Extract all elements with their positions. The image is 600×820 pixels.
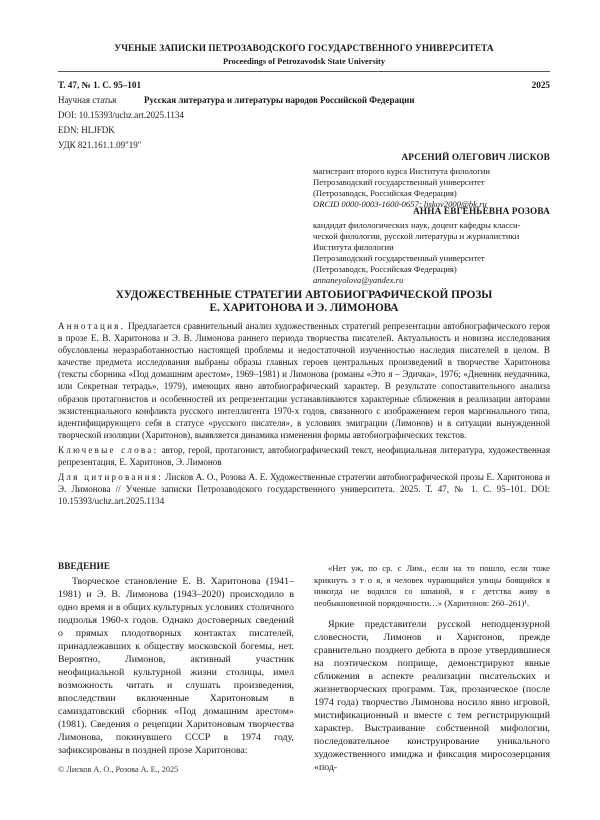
block-quote: «Нет уж, по ср. с Лим., если на то пошло, если тоже крикнуть э т о я, я человек чурающийся улицы боящийся я никогда не водился со шпаной, я с детства живу в необыкновенной порядочности…» (Харитонов: 260–261)¹. xyxy=(314,563,550,608)
author-affiliation-line: (Петрозаводск, Российская Федерация) xyxy=(313,188,457,198)
author-affiliation-line: (Петрозаводск, Российская Федерация) xyxy=(313,264,457,274)
doi-line[interactable]: DOI: 10.15393/uchz.art.2025.1134 xyxy=(58,110,184,120)
keywords-paragraph xyxy=(58,444,550,468)
author-affiliation-line: ческой филологии, русской литературы и журналистики xyxy=(313,231,520,241)
journal-subtitle: Proceedings of Petrozavodsk State University xyxy=(222,57,386,66)
keywords-text: автор, герой, протагонист, автобиографический текст, неофициальная литература, художественная репрезентация, Е. Харитонов, Э. Лимонов xyxy=(58,444,551,468)
edn-line: EDN: HLJFDK xyxy=(58,125,115,135)
author-block-rozova xyxy=(313,206,550,286)
author-contact[interactable]: ORCID 0000-0003-1600-0657; liskov2000@bk.ru xyxy=(313,199,487,209)
body-paragraph: Яркие представители русской неподцензурной словесности, Лимонов и Харитонов, прежде сравнительно позднего дебюта в прозе утвердившиеся на поэтическом поприще, демонстрируют явные сближения в аспекте реализации писательских и жизнетворческих программ. Так, прозаическое (после 1974 года) творчество Лимонова носило явно игровой, мистификационный и вместе с тем регистрирующий характер. Выстраивание собственной мифологии, последовательное конструирование уникального художественного имиджа и фиксация миросозерцания «под- xyxy=(314,619,550,773)
abstract-paragraph xyxy=(58,320,550,441)
author-affiliation-line: Петрозаводский государственный университет xyxy=(313,177,485,187)
author-name: АННА ЕВГЕНЬЕВНА РОЗОВА xyxy=(413,206,550,216)
author-block-liskov xyxy=(313,152,550,210)
article-rubric: Русская литература и литературы народов Российской Федерации xyxy=(144,95,415,105)
body-column-left xyxy=(58,560,294,776)
journal-title: УЧЕНЫЕ ЗАПИСКИ ПЕТРОЗАВОДСКОГО ГОСУДАРСТВЕННОГО УНИВЕРСИТЕТА xyxy=(114,43,494,53)
citation-paragraph xyxy=(58,471,550,507)
section-heading: ВВЕДЕНИЕ xyxy=(58,561,111,571)
author-affiliation-line: кандидат филологических наук, доцент кафедры класси- xyxy=(313,220,521,230)
article-title-line: ХУДОЖЕСТВЕННЫЕ СТРАТЕГИИ АВТОБИОГРАФИЧЕСКОЙ ПРОЗЫ xyxy=(115,289,493,301)
abstract-section xyxy=(58,320,550,510)
author-affiliation-line: Петрозаводский государственный университет xyxy=(313,253,485,263)
body-column-right xyxy=(314,560,550,774)
article-title-line: Е. ХАРИТОНОВА И Э. ЛИМОНОВА xyxy=(209,302,399,314)
author-affiliation-line: Института филологии xyxy=(313,242,394,252)
abstract-label: Аннотация. xyxy=(58,321,126,331)
volume-info: Т. 47, № 1. С. 95–101 xyxy=(58,80,142,90)
abstract-text: Предлагается сравнительный анализ художественных стратегий репрезентации автобиографического героя в прозе Е. В. Харитонова и Э. В. Лимонова раннего периода творчества писателей. Актуальность и новизна исследования обусловлены неразработанностью настоящей проблемы и недостаточной изученностью наследия писателей в целом. В качестве предмета исследования выбраны образы главных героев центральных произведений в творчестве Харитонова (тексты сборника «Под домашним арестом», 1969–1981) и Лимонова (романы «Это я – Эдичка», 1976; «Дневник неудачника, или Секретная тетрадь», 1979), имеющих явно автобиографический характер. В результате сопоставительного анализа образов протагонистов и особенностей их репрезентации устанавливаются характерные сближения в реализации авторами экзистенциального конфликта русского интеллигента 1970-х годов, связанного с изображением героя маргинального типа, идентифицирующего себя в статусе «русского писателя», в условиях эмиграции (Лимонов) и в ситуации вынужденной творческой изоляции (Харитонов), выявляется динамика изменения формы автобиографических текстов. xyxy=(58,321,550,440)
article-title xyxy=(58,289,550,315)
citation-text: Лисков А. О., Розова А. Е. Художественные стратегии автобиографической прозы Е. Харитонова и Э. Лимонова // Ученые записки Петрозаводского государственного университета. 2025. Т. 47, № 1. С. 95–101. DOI: 10.15393/uchz.art.2025.1134 xyxy=(58,472,550,507)
citation-label: Для цитирования: xyxy=(58,472,163,483)
article-classification xyxy=(58,93,415,107)
publication-year: 2025 xyxy=(531,80,550,90)
keywords-label: Ключевые слова: xyxy=(58,444,159,455)
article-type: Научная статья xyxy=(58,95,117,105)
author-affiliation-line: магистрант второго курса Института филологии xyxy=(313,166,490,176)
author-name: АРСЕНИЙ ОЛЕГОВИЧ ЛИСКОВ xyxy=(401,152,550,162)
header-divider xyxy=(58,71,550,72)
author-contact[interactable]: annaneyolova@yandex.ru xyxy=(313,275,404,285)
copyright-notice: © Лисков А. О., Розова А. Е., 2025 xyxy=(58,765,179,774)
udk-line: УДК 821.161.1.09"19" xyxy=(58,140,142,150)
body-paragraph: Творческое становление Е. В. Харитонова (1941–1981) и Э. В. Лимонова (1943–2020) происходило в одно время и в общих культурных условиях столичного подполья 1960-х годов. Однако достоверных сведений о прямых плодотворных контактах писателей, принадлежавших к обществу московской богемы, нет. Вероятно, Лимонов, активный участник неофициальной культурной жизни столицы, имел возможность читать и слушать произведения, впоследствии включенные Харитоновым в самиздатовский сборник «Под домашним арестом» (1981). Сведения о рецепции Харитоновым творчества Лимонова, покинувшего СССР в 1974 году, зафиксированы в поздней прозе Харитонова: xyxy=(58,576,294,756)
